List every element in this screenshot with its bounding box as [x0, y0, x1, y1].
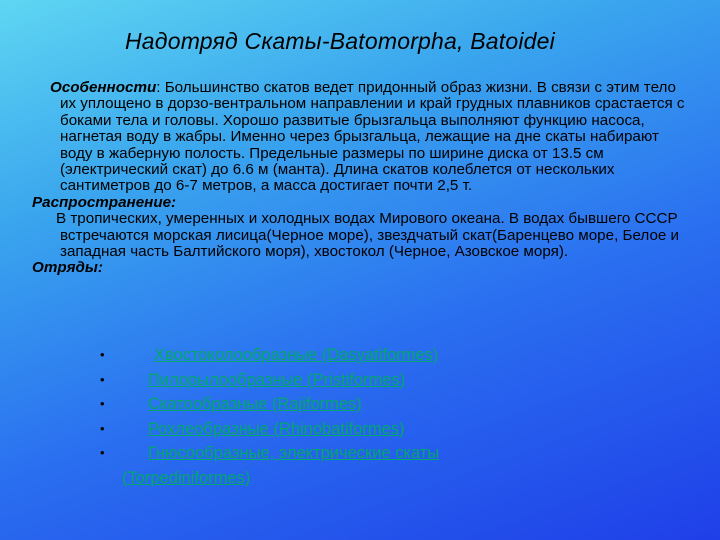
list-item: [100, 441, 580, 490]
orders-list: [100, 343, 580, 490]
bullet-icon: •: [100, 420, 105, 436]
list-item: [100, 368, 580, 393]
order-link-rajiformes[interactable]: Скатообразные (Rajiformes): [148, 395, 362, 413]
features-text: : Большинство скатов ведет придонный образ жизни. В связи с этим тело их уплощено в дорзо-вентральном направлении и край грудных плавников срастается с боками тела и головы. Хорошо развитые брызгальца выполняют функцию насоса, нагнетая воду в жабры. Именно через брызгальца, лежащие на дне скаты набирают воду в жаберную полость. Предельные размеры по ширине диска от 13.5 см (электрический скат) до 6.6 м (манта). Длина скатов колеблется от нескольких сантиметров до 6-7 метров, а масса достигает почти 2,5 т.: [60, 79, 685, 195]
order-link-pristiformes[interactable]: Пилорылообразные (Pristiformes): [148, 370, 406, 389]
slide-body: [32, 80, 692, 277]
bullet-icon: •: [100, 445, 105, 460]
orders-heading: Отряды:: [32, 259, 103, 277]
list-item: [100, 392, 580, 417]
list-item: [100, 417, 580, 442]
order-link-rhinobatiformes[interactable]: Рохлеобразные (Rhinobatiformes): [148, 419, 405, 438]
order-link-torpediniformes-line2: (Torpediniformes): [122, 468, 251, 487]
distribution-heading: Распространение:: [32, 193, 177, 211]
order-link-dasyatiformes[interactable]: Хвостоколообразные (Dasyatiformes): [154, 346, 439, 364]
bullet-icon: •: [100, 371, 105, 387]
features-paragraph: [32, 80, 692, 195]
bullet-icon: •: [100, 347, 105, 362]
order-link-torpediniformes[interactable]: [122, 444, 580, 490]
slide-title: Надотряд Скаты-Batomorpha, Batoidei: [125, 28, 555, 54]
bullet-icon: •: [100, 396, 105, 411]
features-heading: Особенности: [50, 79, 157, 96]
distribution-text: В тропических, умеренных и холодных водах Мирового океана. В водах бывшего СССР встречаются морская лисица(Черное море), звездчатый скат(Баренцево море, Белое и западная часть Балтийского моря), хвостокол (Черное, Азовское моря).: [56, 210, 680, 261]
list-item: [100, 343, 580, 368]
order-link-torpediniformes-line1: Гнюсообразные, электрические скаты: [148, 444, 440, 462]
